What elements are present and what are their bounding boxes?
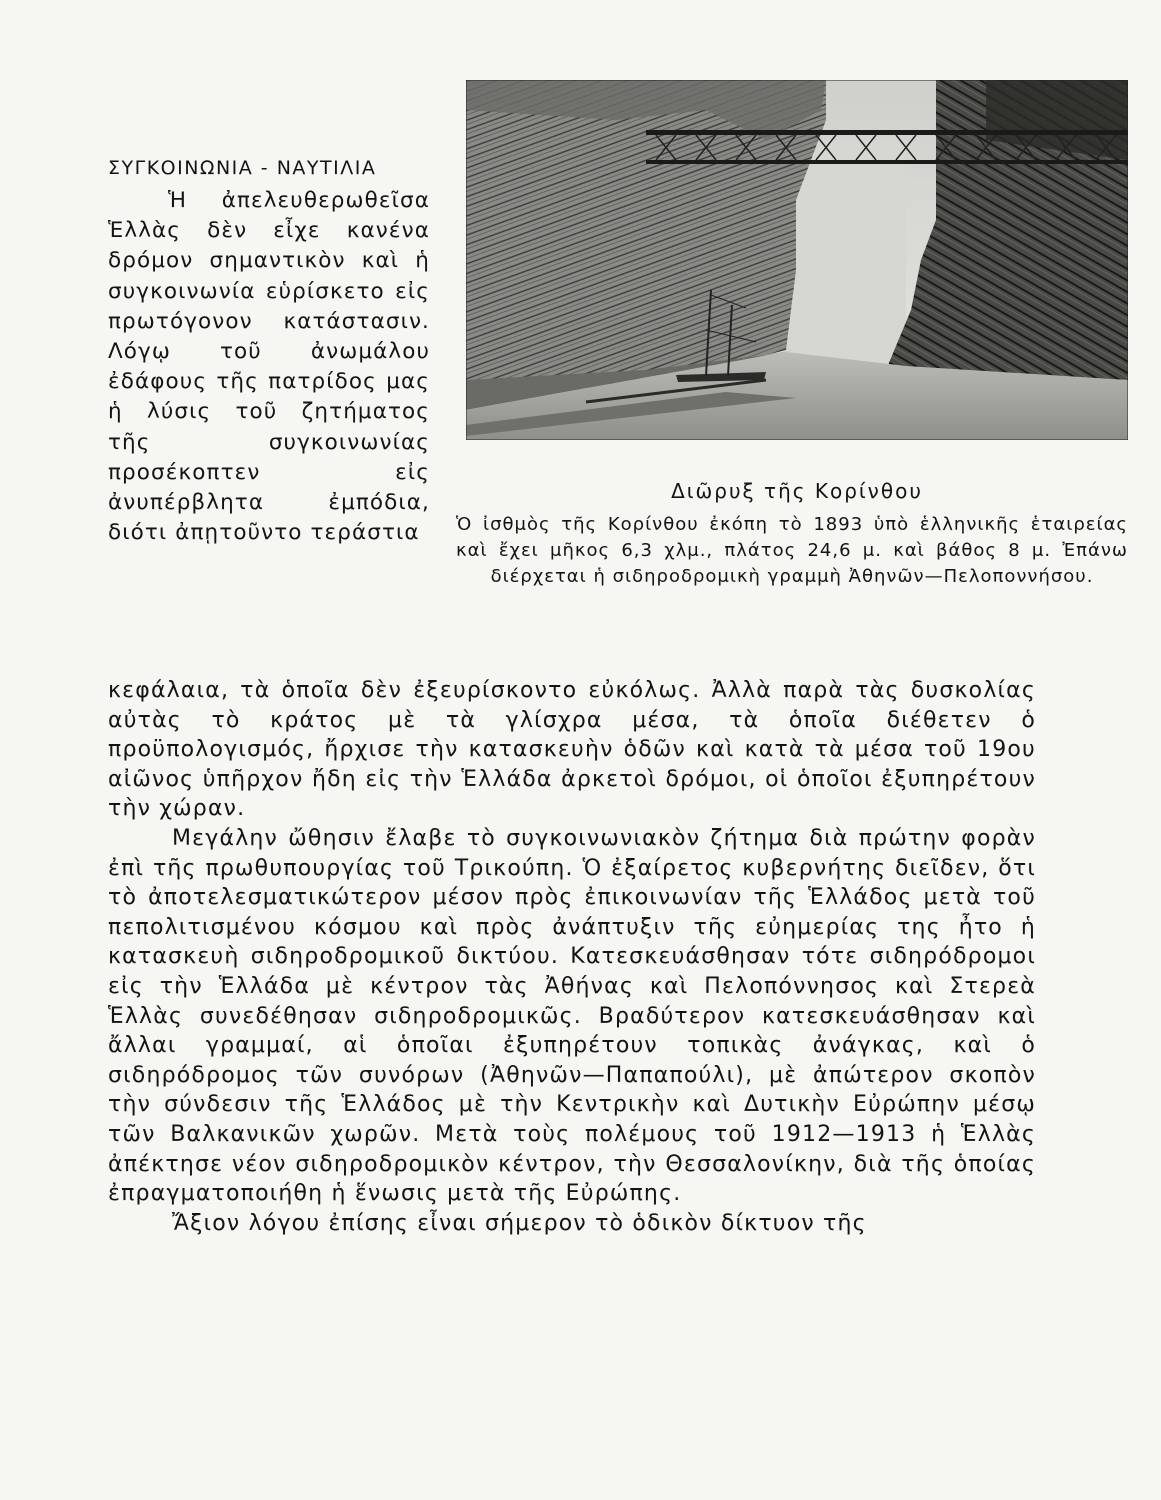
paragraph-3: Ἄξιον λόγου ἐπίσης εἶναι σήμερον τὸ ὁδικὸν δίκτυον τῆς	[172, 1210, 867, 1236]
corinth-canal-photo	[466, 80, 1128, 440]
paragraph-2: Μεγάλην ὤθησιν ἔλαβε τὸ συγκοινωνιακὸν ζήτημα διὰ πρώτην φορὰν ἐπὶ τῆς πρωθυπουργίας τοῦ Τρικούπη. Ὁ ἐξαίρετος κυβερνήτης διεῖδεν, ὅτι τὸ ἀποτελεσματικώτερον μέσον πρὸς ἐπικοινωνίαν τῆς Ἑλλάδος μετὰ τοῦ πεπολιτισμένου κόσμου καὶ πρὸς ἀνάπτυξιν τῆς εὐημερίας της ἦτο ἡ κατασκευὴ σιδηροδρομικοῦ δικτύου. Κατεσκευάσθησαν τότε σιδηρόδρομοι εἰς τὴν Ἑλλάδα μὲ κέντρον τὰς Ἀθήνας καὶ Πελοπόννησος καὶ Στερεὰ Ἑλλὰς συνεδέθησαν σιδηροδρομικῶς. Βραδύτερον κατεσκευάσθησαν καὶ ἄλλαι γραμμαί, αἱ ὁποῖαι ἐξυπηρέτουν τοπικὰς ἀνάγκας, καὶ ὁ σιδηρόδρομος τῶν συνόρων (Ἀθηνῶν—Παπαπούλι), μὲ ἀπώτερον σκοπὸν τὴν σύνδεσιν τῆς Ἑλλάδος μὲ τὴν Κεντρικὴν καὶ Δυτικὴν Εὐρώπην μέσῳ τῶν Βαλκανικῶν χωρῶν. Μετὰ τοὺς πολέμους τοῦ 1912—1913 ἡ Ἑλλὰς ἀπέκτησε νέον σιδηροδρομικὸν κέντρον, τὴν Θεσσαλονίκην, διὰ τῆς ὁποίας ἐπραγματοποιήθη ἡ ἕνωσις μετὰ τῆς Εὐρώπης.	[108, 825, 1036, 1207]
figure-caption: Ὁ ἰσθμὸς τῆς Κορίνθου ἐκόπη τὸ 1893 ὑπὸ ἑλληνικῆς ἑταιρείας καὶ ἔχει μῆκος 6,3 χλμ., πλάτος 24,6 μ. καὶ βάθος 8 μ. Ἐπάνω διέρχεται ἡ σιδηροδρομικὴ γραμμὴ Ἀθηνῶν—Πελοποννήσου.	[456, 514, 1128, 587]
figure	[456, 80, 1128, 590]
figure-title: Διῶρυξ τῆς Κορίνθου	[671, 479, 923, 503]
main-text	[108, 676, 1036, 1238]
section-heading: ΣΥΓΚΟΙΝΩΝΙΑ - ΝΑΥΤΙΛΙΑ	[108, 157, 377, 179]
paragraph-continuation: κεφάλαια, τὰ ὁποῖα δὲν ἐξευρίσκοντο εὐκόλως. Ἀλλὰ παρὰ τὰς δυσκολίας αὐτὰς τὸ κράτος μὲ τὰ γλίσχρα μέσα, τὰ ὁποῖα διέθετεν ὁ προϋπολογισμός, ἤρχισε τὴν κατασκευὴν ὁδῶν καὶ κατὰ τὰ μέσα τοῦ 19ου αἰῶνος ὑπῆρχον ἤδη εἰς τὴν Ἑλλάδα ἀρκετοὶ δρόμοι, οἱ ὁποῖοι ἐξυπηρέτουν τὴν χώραν.	[108, 678, 1036, 822]
narrow-column-text	[108, 186, 430, 548]
narrow-column-body: Ἡ ἀπελευθερωθεῖσα Ἑλλὰς δὲν εἶχε κανένα δρόμον σημαντικὸν καὶ ἡ συγκοινωνία εὑρίσκετο εἰς πρωτόγονον κατάστασιν. Λόγῳ τοῦ ἀνωμάλου ἐδάφους τῆς πατρίδος μας ἡ λύσις τοῦ ζητήματος τῆς συγκοινωνίας προσέκοπτεν εἰς ἀνυπέρβλητα ἐμπόδια, διότι ἀπῃτοῦντο τεράστια	[108, 188, 430, 546]
